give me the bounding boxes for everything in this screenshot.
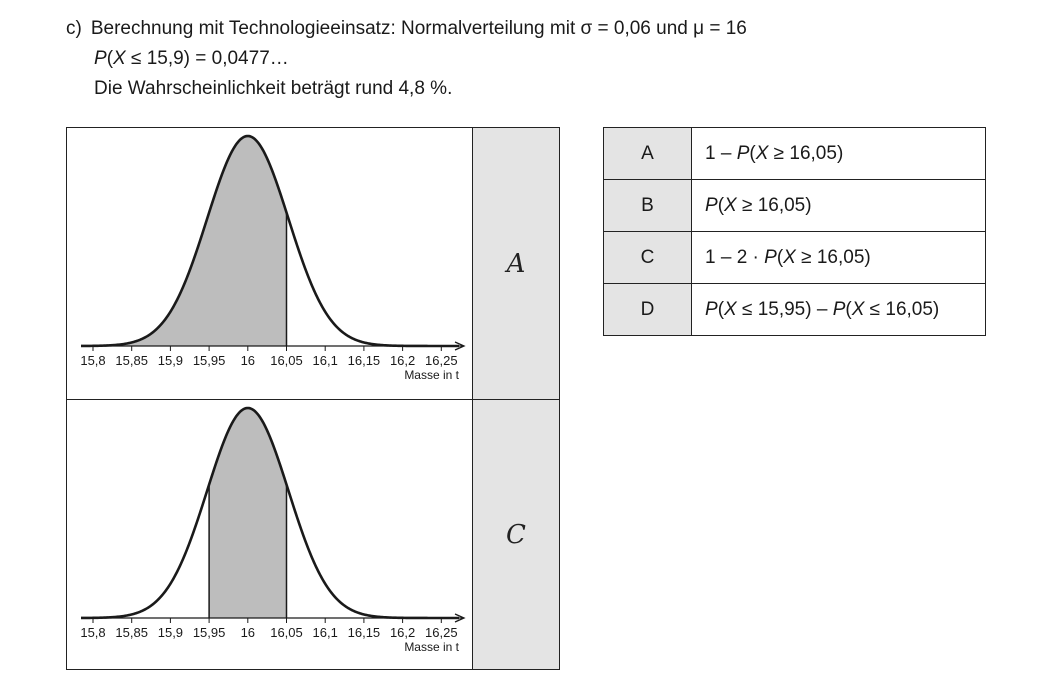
- x-axis-label: Masse in t: [404, 368, 459, 382]
- task-line-1: [66, 14, 747, 44]
- option-letter: D: [604, 284, 692, 336]
- option-letter: A: [604, 128, 692, 180]
- options-table: [603, 127, 986, 336]
- x-tick-label: 16,15: [347, 353, 381, 368]
- x-axis-label: Masse in t: [404, 640, 459, 654]
- option-expression: 1 – 2 · P(X ≥ 16,05): [692, 232, 986, 284]
- option-expression: P(X ≥ 16,05): [692, 180, 986, 232]
- answer-cell-2[interactable]: C: [473, 400, 559, 669]
- graph-row-2: [67, 400, 559, 669]
- option-row-a: [604, 128, 986, 180]
- option-expression: 1 – P(X ≥ 16,05): [692, 128, 986, 180]
- x-tick-label: 16,05: [270, 353, 303, 368]
- answer-cell-1[interactable]: A: [473, 128, 559, 399]
- normal-curve-graph-2: [67, 400, 472, 669]
- x-tick-label: 15,85: [115, 353, 148, 368]
- matching-grid: [66, 127, 560, 670]
- x-tick-label: 15,95: [192, 353, 226, 368]
- x-tick-label: 16,2: [389, 353, 416, 368]
- x-tick-label: 15,9: [157, 353, 184, 368]
- x-tick-label: 15,85: [115, 625, 148, 640]
- x-tick-label: 15,9: [157, 625, 184, 640]
- task-header: [66, 14, 747, 104]
- x-tick-label: 15,8: [80, 625, 106, 640]
- task-statement: Berechnung mit Technologieeinsatz: Normalverteilung mit σ = 0,06 und μ = 16: [90, 18, 747, 39]
- task-label: c): [66, 18, 82, 39]
- x-tick-label: 16,15: [347, 625, 381, 640]
- graph-row-1: [67, 128, 559, 400]
- option-row-b: [604, 180, 986, 232]
- shaded-area: [81, 136, 287, 346]
- option-letter: C: [604, 232, 692, 284]
- x-tick-label: 15,95: [192, 625, 226, 640]
- task-line-3: Die Wahrscheinlichkeit beträgt rund 4,8 %.: [94, 78, 453, 99]
- x-tick-label: 16,2: [389, 625, 416, 640]
- task-line-2: P(X ≤ 15,9) = 0,0477…: [94, 48, 289, 69]
- graph-cell-1: [67, 128, 473, 399]
- x-tick-label: 16: [240, 625, 256, 640]
- x-tick-label: 16,05: [270, 625, 303, 640]
- option-row-d: [604, 284, 986, 336]
- option-letter: B: [604, 180, 692, 232]
- graph-cell-2: [67, 400, 473, 669]
- x-tick-label: 16,25: [425, 353, 458, 368]
- normal-curve-graph-1: [67, 128, 472, 399]
- x-tick-label: 16,25: [425, 625, 458, 640]
- x-tick-label: 16,1: [312, 625, 338, 640]
- x-tick-label: 16,1: [312, 353, 338, 368]
- shaded-area: [209, 408, 286, 618]
- option-expression: P(X ≤ 15,95) – P(X ≤ 16,05): [692, 284, 986, 336]
- option-row-c: [604, 232, 986, 284]
- x-tick-label: 15,8: [80, 353, 106, 368]
- x-tick-label: 16: [240, 353, 256, 368]
